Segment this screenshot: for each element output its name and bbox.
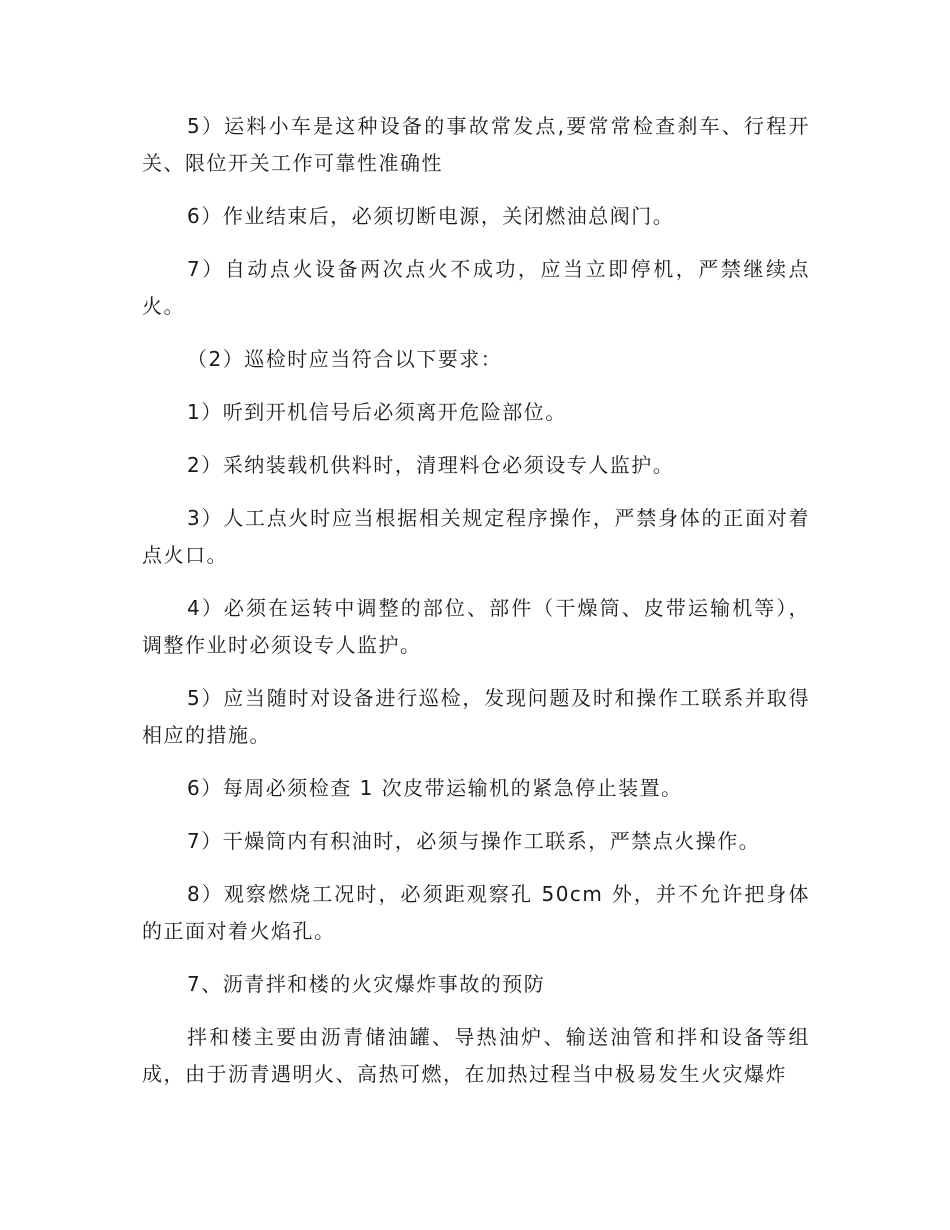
paragraph-ignition-failure: 7）自动点火设备两次点火不成功，应当立即停机，严禁继续点火。	[142, 257, 810, 318]
paragraph-loader-supply: 2）采纳装载机供料时，清理料仓必须设专人监护。	[187, 453, 675, 477]
paragraph-routine-inspection: 5）应当随时对设备进行巡检，发现问题及时和操作工联系并取得相应的措施。	[142, 686, 810, 747]
paragraph-oil-in-dryer: 7）干燥筒内有积油时，必须与操作工联系，严禁点火操作。	[187, 829, 761, 853]
section-heading-inspection: （2）巡检时应当符合以下要求：	[187, 347, 503, 371]
paragraph-running-adjustment: 4）必须在运转中调整的部位、部件（干燥筒、皮带运输机等），调整作业时必须设专人监护。	[142, 596, 810, 657]
paragraph-startup-signal: 1）听到开机信号后必须离开危险部位。	[187, 400, 567, 424]
document-body	[142, 108, 810, 1109]
paragraph-power-off: 6）作业结束后，必须切断电源，关闭燃油总阀门。	[187, 204, 675, 228]
paragraph-combustion-observation: 8）观察燃烧工况时，必须距观察孔 50cm 外，并不允许把身体的正面对着火焰孔。	[142, 882, 810, 943]
section-heading-fire-prevention: 7、沥青拌和楼的火灾爆炸事故的预防	[187, 972, 546, 996]
paragraph-transport-cart: 5）运料小车是这种设备的事故常发点,要常常检查刹车、行程开关、限位开关工作可靠性准确性	[142, 114, 810, 175]
paragraph-manual-ignition: 3）人工点火时应当根据相关规定程序操作，严禁身体的正面对着点火口。	[142, 506, 810, 567]
paragraph-mixing-plant: 拌和楼主要由沥青储油罐、导热油炉、输送油管和拌和设备等组成，由于沥青遇明火、高热可燃，在加热过程当中极易发生火灾爆炸	[142, 1025, 810, 1086]
paragraph-weekly-check: 6）每周必须检查 1 次皮带运输机的紧急停止装置。	[187, 776, 683, 800]
